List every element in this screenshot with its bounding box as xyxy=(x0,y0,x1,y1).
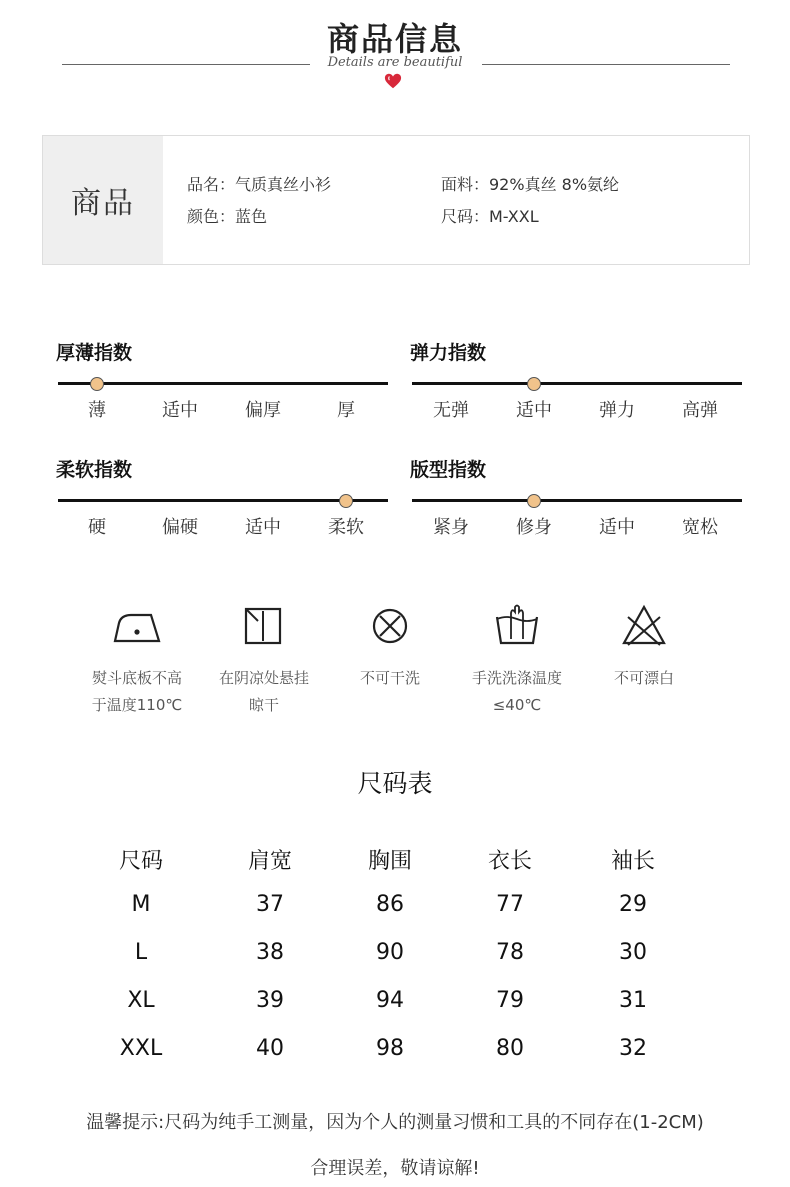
index-slider-track xyxy=(412,499,742,502)
size-table-cell: XL xyxy=(127,988,155,1013)
size-table-cell: 40 xyxy=(256,1036,284,1061)
size-table-cell: 77 xyxy=(496,892,524,917)
care-caption xyxy=(325,665,455,692)
index-tick-label: 紧身 xyxy=(433,517,469,538)
index-slider-track xyxy=(412,382,742,385)
care-caption-line1: 在阴凉处悬挂 xyxy=(218,669,309,687)
product-size-range: 尺码：M-XXL xyxy=(441,207,539,226)
size-note-line1: 温馨提示:尺码为纯手工测量，因为个人的测量习惯和工具的不同存在(1-2CM) xyxy=(86,1112,704,1133)
index-tick-label: 高弹 xyxy=(682,400,718,421)
size-table-cell: 98 xyxy=(376,1036,404,1061)
index-slider-knob xyxy=(339,494,353,508)
index-title: 柔软指数 xyxy=(56,459,133,481)
index-slider-knob xyxy=(527,377,541,391)
care-caption-line1: 手洗洗涤温度 xyxy=(471,669,562,687)
care-caption-line2: 于温度110℃ xyxy=(91,696,183,714)
index-tick-label: 适中 xyxy=(245,517,281,538)
index-tick-label: 宽松 xyxy=(682,517,718,538)
line-dry-shade-icon xyxy=(234,603,294,649)
care-caption-line2: ≤40℃ xyxy=(492,696,542,714)
care-caption-line1: 不可漂白 xyxy=(613,669,674,687)
hand-wash-icon xyxy=(487,603,547,649)
index-tick-label: 偏厚 xyxy=(245,400,281,421)
size-table-cell: 32 xyxy=(619,1036,647,1061)
index-tick-label: 偏硬 xyxy=(162,517,198,538)
index-slider-knob xyxy=(90,377,104,391)
product-color: 颜色：蓝色 xyxy=(187,207,268,226)
care-caption xyxy=(199,665,329,719)
index-slider-knob xyxy=(527,494,541,508)
size-table-cell: L xyxy=(134,940,148,965)
care-caption xyxy=(579,665,709,692)
index-tick-label: 薄 xyxy=(88,400,106,421)
product-fabric: 面料：92%真丝 8%氨纶 xyxy=(441,175,620,194)
heart-icon xyxy=(384,72,402,90)
size-table-cell: 30 xyxy=(619,940,647,965)
index-tick-label: 修身 xyxy=(516,517,552,538)
index-tick-label: 弹力 xyxy=(599,400,635,421)
page-subtitle: Details are beautiful xyxy=(327,55,463,70)
size-table-header-cell: 胸围 xyxy=(367,849,412,874)
product-info-box xyxy=(42,135,750,265)
index-tick-label: 适中 xyxy=(516,400,552,421)
size-table-header-cell: 袖长 xyxy=(610,849,655,874)
index-tick-label: 硬 xyxy=(88,517,106,538)
care-caption-line1: 熨斗底板不高 xyxy=(91,669,182,687)
size-table-cell: 86 xyxy=(376,892,404,917)
size-table-cell: 80 xyxy=(496,1036,524,1061)
care-caption xyxy=(72,665,202,719)
index-title: 弹力指数 xyxy=(410,342,487,364)
size-table-cell: 38 xyxy=(256,940,284,965)
index-tick-label: 适中 xyxy=(162,400,198,421)
no-bleach-icon xyxy=(614,603,674,649)
size-table-cell: 29 xyxy=(619,892,647,917)
iron-icon xyxy=(107,603,167,649)
size-table-cell: 90 xyxy=(376,940,404,965)
size-table-cell: 37 xyxy=(256,892,284,917)
size-table-header-cell: 尺码 xyxy=(118,849,163,874)
product-info-label: 商品 xyxy=(43,136,163,264)
size-table-cell: 31 xyxy=(619,988,647,1013)
size-table-header-cell: 衣长 xyxy=(487,849,532,874)
size-note-line2: 合理误差，敬请谅解! xyxy=(310,1158,480,1179)
index-slider-track xyxy=(58,382,388,385)
index-title: 厚薄指数 xyxy=(56,342,133,364)
index-tick-label: 适中 xyxy=(599,517,635,538)
care-caption-line2: 晾干 xyxy=(248,696,279,714)
care-caption xyxy=(452,665,582,719)
size-table-cell: 78 xyxy=(496,940,524,965)
size-table-cell: XXL xyxy=(119,1036,163,1061)
index-title: 版型指数 xyxy=(410,459,487,481)
size-table-cell: M xyxy=(131,892,151,917)
size-table-title: 尺码表 xyxy=(357,769,433,798)
size-table-cell: 79 xyxy=(496,988,524,1013)
size-table-cell: 94 xyxy=(376,988,404,1013)
index-tick-label: 柔软 xyxy=(328,517,364,538)
no-dry-clean-icon xyxy=(360,603,420,649)
page-title: 商品信息 xyxy=(326,20,463,58)
size-table-cell: 39 xyxy=(256,988,284,1013)
size-table-header-cell: 肩宽 xyxy=(247,849,292,874)
index-tick-label: 无弹 xyxy=(433,400,469,421)
product-name: 品名：气质真丝小衫 xyxy=(187,175,332,194)
care-caption-line1: 不可干洗 xyxy=(359,669,420,687)
index-tick-label: 厚 xyxy=(337,400,355,421)
